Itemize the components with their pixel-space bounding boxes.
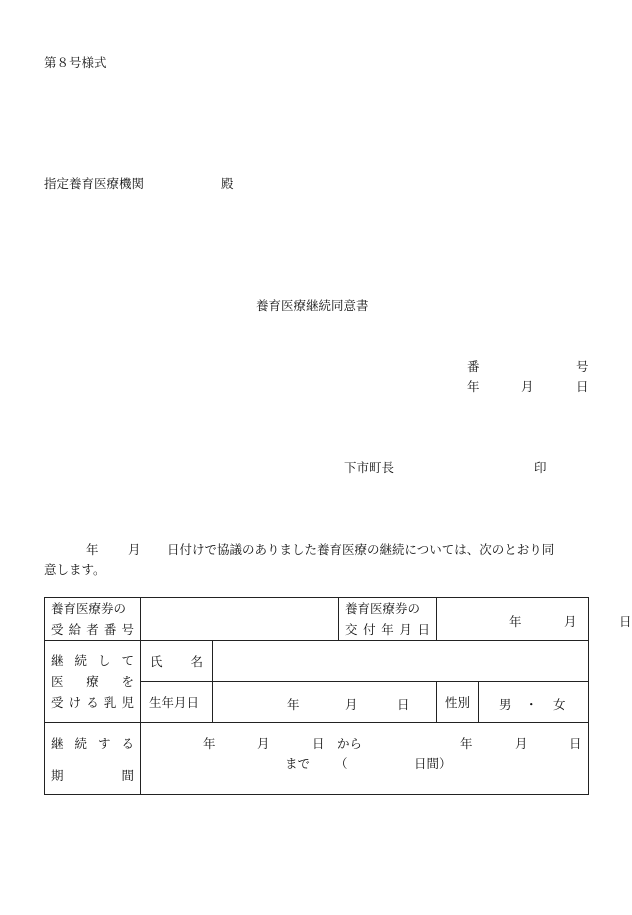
- issue-day: 日: [576, 379, 589, 394]
- body-text-line1: 日付けで協議のありました養育医療の継続については、次のとおり同: [167, 542, 555, 557]
- dob-field[interactable]: 年 月 日: [213, 682, 437, 723]
- recipient-number-field[interactable]: [141, 598, 339, 641]
- period-field[interactable]: 年 月 日 から 年 月 日 まで （ 日間）: [141, 723, 589, 795]
- issuer-name: 下市町長: [344, 460, 395, 475]
- body-year: 年: [86, 542, 99, 557]
- addressee-honorific: 殿: [221, 176, 234, 191]
- table-row: [45, 598, 589, 641]
- sex-label: 性別: [437, 682, 479, 723]
- addressee-org: 指定養育医療機関: [44, 176, 145, 191]
- number-suffix: 号: [576, 359, 589, 374]
- sex-field[interactable]: 男 ・ 女: [479, 682, 589, 723]
- issue-date-label: 養育医療券の 交 付 年 月 日: [339, 598, 437, 641]
- number-prefix: 番: [467, 359, 480, 374]
- issuer-seal: 印: [534, 460, 547, 475]
- infant-label: 継 続 し て 医 療 を 受 け る 乳 児: [45, 641, 141, 723]
- name-label: 氏 名: [141, 641, 213, 682]
- body-text-line2: 意します。: [44, 562, 106, 577]
- document-title: 養育医療継続同意書: [256, 298, 369, 313]
- form-number: 第８号様式: [44, 55, 107, 70]
- issue-year: 年: [467, 379, 480, 394]
- recipient-number-label: 養育医療券の 受 給 者 番 号: [45, 598, 141, 641]
- issue-date-field[interactable]: 年 月 日: [437, 598, 589, 641]
- issue-month: 月: [521, 379, 534, 394]
- table-row: [45, 723, 589, 795]
- consent-table: [44, 597, 632, 795]
- table-row: [45, 641, 589, 682]
- body-month: 月: [128, 542, 141, 557]
- dob-label: 生年月日: [141, 682, 213, 723]
- name-field[interactable]: [213, 641, 589, 682]
- period-label: 継 続 す る 期 間: [45, 723, 141, 795]
